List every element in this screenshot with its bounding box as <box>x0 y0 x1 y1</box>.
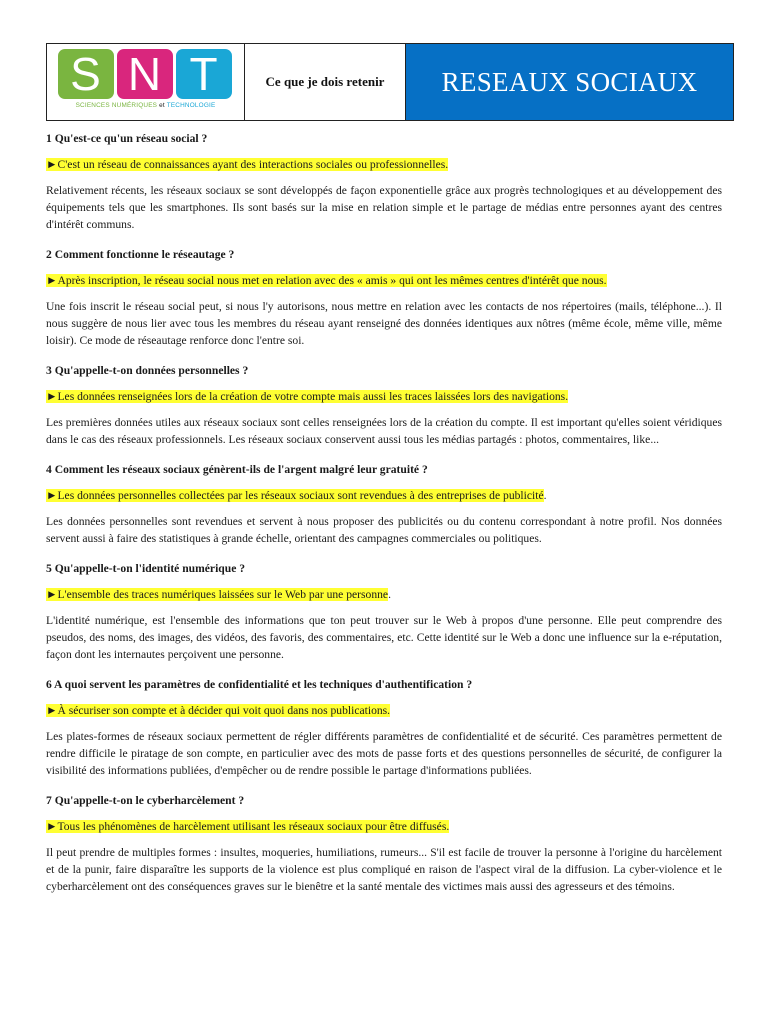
question-title: 7 Qu'appelle-t-on le cyberharcèlement ? <box>46 794 245 807</box>
explanation-paragraph: Relativement récents, les réseaux sociaux se sont développés de façon exponentielle grâce aux progrès technologiques et au développement des équipements tels que les smartphones. Ils sont basés sur la mise en relation simple et le partage de médias entre personnes ayant des centres d'intérêt communs. <box>46 184 722 231</box>
logo-letter-s: S <box>58 49 114 99</box>
question-title: 6 A quoi servent les paramètres de confidentialité et les techniques d'authentification ? <box>46 678 473 691</box>
explanation-paragraph: Les données personnelles sont revendues et servent à nous proposer des publicités ou du contenu correspondant à notre profil. Nos données servent aussi à faire des statistiques à grande échelle, orientant des campagnes commerciales ou politiques. <box>46 515 722 545</box>
logo-subtitle <box>58 102 234 109</box>
logo-letters <box>58 49 234 99</box>
highlight: ►Tous les phénomènes de harcèlement utilisant les réseaux sociaux pour être diffusés. <box>46 820 450 833</box>
highlighted-answer <box>46 586 722 603</box>
tagline: Ce que je dois retenir <box>245 44 406 120</box>
explanation-paragraph: Il peut prendre de multiples formes : insultes, moqueries, humiliations, rumeurs... S'il est facile de trouver la personne à l'origine du harcèlement et de la punir, faire disparaître les supports de la violence est plus compliqué en raison de l'aspect viral de la diffusion. La cyber-violence et le cyberharcèlement ont des conséquences graves sur le bienêtre et la santé mentale des victimes mais aussi des agresseurs et des témoins. <box>46 846 722 893</box>
highlighted-answer <box>46 487 722 504</box>
explanation-paragraph: Les premières données utiles aux réseaux sociaux sont celles renseignées lors de la création du compte. Il est important qu'elles soient véridiques dans le cas des réseaux professionnels. Les réseaux sociaux conservent aussi tous les médias partagés : photos, commentaires, like... <box>46 416 722 446</box>
highlighted-answer <box>46 702 722 719</box>
page-title: RESEAUX SOCIAUX <box>406 44 733 120</box>
section-2 <box>46 246 722 349</box>
section-4 <box>46 461 722 547</box>
question-title: 2 Comment fonctionne le réseautage ? <box>46 248 235 261</box>
answer-tail: . <box>388 588 391 601</box>
logo-subtitle-part: TECHNOLOGIE <box>166 102 216 109</box>
highlighted-answer <box>46 818 722 835</box>
section-5 <box>46 560 722 663</box>
question-title: 5 Qu'appelle-t-on l'identité numérique ? <box>46 562 246 575</box>
question-title: 3 Qu'appelle-t-on données personnelles ? <box>46 364 249 377</box>
highlighted-answer <box>46 388 722 405</box>
logo-subtitle-part: SCIENCES <box>75 102 112 109</box>
section-6 <box>46 676 722 779</box>
section-7 <box>46 792 722 895</box>
highlighted-answer <box>46 272 722 289</box>
highlight: ►Les données renseignées lors de la création de votre compte mais aussi les traces laissées lors des navigations. <box>46 390 569 403</box>
question-title: 1 Qu'est-ce qu'un réseau social ? <box>46 132 208 145</box>
logo-subtitle-part: et <box>157 102 167 109</box>
logo-letter-n: N <box>117 49 173 99</box>
logo-letter-t: T <box>176 49 232 99</box>
header-table <box>46 43 734 121</box>
logo-subtitle-part: NUMÉRIQUES <box>111 102 158 109</box>
section-3 <box>46 362 722 448</box>
question-title: 4 Comment les réseaux sociaux génèrent-ils de l'argent malgré leur gratuité ? <box>46 463 428 476</box>
highlight: ►C'est un réseau de connaissances ayant des interactions sociales ou professionnelles. <box>46 158 449 171</box>
explanation-paragraph: Les plates-formes de réseaux sociaux permettent de régler différents paramètres de confidentialité et de sécurité. Ces paramètres permettent de rendre difficile le piratage de son compte, en particulier avec des mots de passe forts et des questions personnelles de sécurité, de configurer la visibilité des informations publiées, d'empêcher ou de rendre possible le partage d'informations publiées. <box>46 730 722 777</box>
highlight: ►Les données personnelles collectées par les réseaux sociaux sont revendues à des entreprises de publicité <box>46 489 544 502</box>
content-body <box>46 130 722 908</box>
snt-logo <box>58 49 234 115</box>
explanation-paragraph: Une fois inscrit le réseau social peut, si nous l'y autorisons, nous mettre en relation avec les contacts de nos répertoires (mails, téléphone...). Il nous suggère de nous lier avec tous les membres du réseau ayant renseigné des données identiques aux nôtres (même école, même ville, même loisir). Ce mode de réseautage renforce donc l'entre soi. <box>46 300 722 347</box>
highlight: ►Après inscription, le réseau social nous met en relation avec des « amis » qui ont les mêmes centres d'intérêt que nous. <box>46 274 607 287</box>
explanation-paragraph: L'identité numérique, est l'ensemble des informations que ton peut trouver sur le Web à propos d'une personne. Elle peut comprendre des pseudos, des noms, des images, des vidéos, des favoris, des commentaires, etc. Cette identité sur le Web a donc une influence sur la e-réputation, façon dont les internautes perçoivent une personne. <box>46 614 722 661</box>
logo-cell <box>47 44 245 120</box>
section-1 <box>46 130 722 233</box>
highlight: ►L'ensemble des traces numériques laissées sur le Web par une personne <box>46 588 389 601</box>
highlight: ►À sécuriser son compte et à décider qui voit quoi dans nos publications. <box>46 704 391 717</box>
highlighted-answer <box>46 156 722 173</box>
answer-tail: . <box>543 489 547 502</box>
